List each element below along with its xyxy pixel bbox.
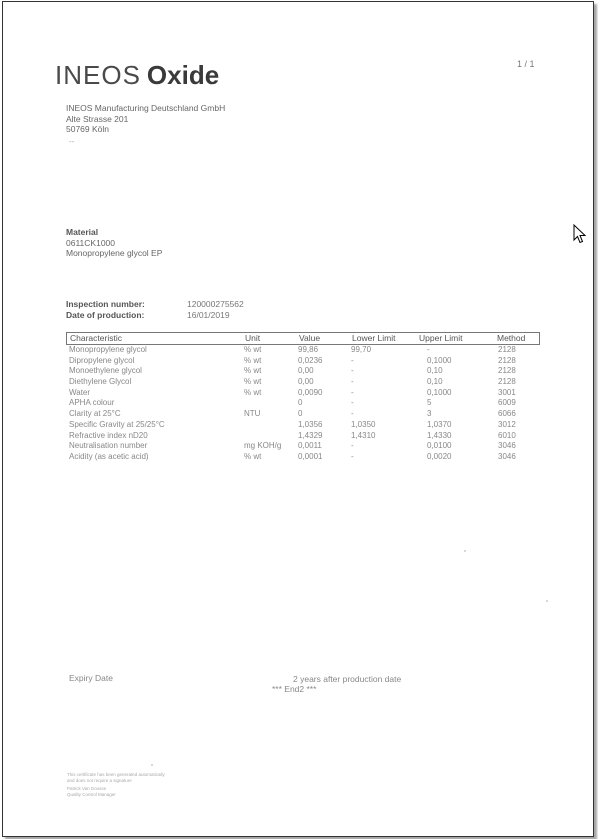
material-name: Monopropylene glycol EP: [66, 248, 163, 258]
production-date: 16/01/2019: [187, 310, 230, 320]
address-line: INEOS Manufacturing Deutschland GmbH: [66, 103, 226, 113]
header-unit: Unit: [245, 333, 261, 343]
cell-value: 1,0356: [298, 419, 323, 429]
cell-characteristic: Neutralisation number: [69, 441, 148, 451]
footer-line: Quality Control Manager: [67, 791, 116, 797]
material-code: 0611CK1000: [66, 237, 115, 248]
cell-unit: % wt: [244, 355, 262, 365]
address-line: Alte Strasse 201: [66, 113, 129, 124]
production-date-label: Date of production:: [66, 310, 145, 320]
table-row: [66, 409, 540, 420]
cell-lower-limit: -: [351, 377, 354, 387]
table-row: [66, 452, 540, 463]
cell-unit: NTU: [244, 409, 261, 419]
company-address: [66, 103, 225, 135]
cell-lower-limit: -: [351, 409, 354, 419]
cell-characteristic: Monopropylene glycol: [69, 345, 147, 354]
address-line: 50769 Köln: [66, 124, 110, 134]
cell-method: 6010: [498, 430, 516, 440]
header-characteristic: Characteristic: [70, 333, 122, 343]
scan-speck: [464, 550, 466, 552]
cell-method: 3046: [498, 441, 516, 451]
table-row: [66, 398, 540, 409]
cell-upper-limit: -: [427, 345, 430, 354]
cell-lower-limit: -: [351, 366, 354, 376]
cell-lower-limit: 1,0350: [351, 419, 376, 429]
company-logo: [55, 60, 219, 91]
cell-lower-limit: 1,4310: [351, 430, 376, 440]
cell-lower-limit: -: [351, 355, 354, 365]
cell-value: 0,0236: [298, 355, 323, 365]
cell-value: 0: [298, 398, 303, 408]
cell-value: 1,4329: [298, 430, 323, 440]
table-row: [66, 356, 540, 367]
cell-upper-limit: 0,10: [427, 366, 443, 376]
cell-method: 2128: [498, 366, 516, 376]
cell-unit: % wt: [244, 377, 262, 387]
cell-method: 2128: [498, 345, 516, 354]
cell-characteristic: Acidity (as acetic acid): [69, 451, 149, 461]
table-row: [66, 431, 540, 442]
table-row: [66, 388, 540, 399]
table-row: [66, 377, 540, 388]
cell-characteristic: Refractive index nD20: [69, 430, 148, 440]
header-upper-limit: Upper Limit: [419, 333, 463, 343]
cell-characteristic: Specific Gravity at 25/25°C: [69, 419, 165, 429]
expiry-value: 2 years after production date: [293, 674, 402, 684]
inspection-number: 120000275562: [187, 299, 244, 309]
characteristics-table: [66, 332, 540, 463]
cell-lower-limit: -: [351, 451, 354, 461]
certificate-page: [2, 1, 594, 837]
cell-unit: % wt: [244, 345, 262, 354]
footer-line: Patrick Van Dousse: [67, 786, 107, 791]
cell-method: 2128: [498, 377, 516, 387]
expiry-label: Expiry Date: [69, 673, 113, 683]
scan-speck: [546, 600, 548, 602]
cell-characteristic: Diethylene Glycol: [69, 377, 132, 387]
cell-lower-limit: -: [351, 398, 354, 408]
scan-speck: [151, 764, 153, 766]
cell-value: 0,0011: [298, 441, 322, 451]
cell-upper-limit: 0,10: [427, 377, 443, 387]
cell-characteristic: APHA colour: [69, 398, 115, 408]
header-value: Value: [299, 333, 321, 343]
cell-upper-limit: 1,4330: [427, 430, 452, 440]
cell-method: 3012: [498, 419, 516, 429]
cell-upper-limit: 1,0370: [427, 419, 452, 429]
cell-value: 0,0090: [298, 387, 323, 397]
logo-sub: Oxide: [146, 60, 220, 90]
cell-method: 6009: [498, 398, 516, 408]
table-header: [66, 332, 540, 345]
table-row: [66, 345, 540, 356]
table-row: [66, 366, 540, 377]
footer-note: [67, 772, 165, 797]
logo-brand: INEOS: [55, 60, 141, 90]
cell-unit: % wt: [244, 451, 262, 461]
table-body: [66, 345, 540, 463]
cell-lower-limit: 99,70: [351, 345, 372, 354]
address-extra: --: [69, 137, 75, 146]
material-label: Material: [66, 227, 99, 237]
cell-unit: mg KOH/g: [244, 441, 282, 451]
footer-line: This certificate has been generated automatically: [67, 772, 165, 777]
cell-value: 0,0001: [298, 451, 323, 461]
cell-lower-limit: -: [351, 441, 354, 451]
cell-value: 0,00: [298, 377, 314, 387]
inspection-block: [66, 299, 244, 321]
cell-upper-limit: 3: [427, 409, 432, 419]
cell-method: 3046: [498, 451, 516, 461]
cell-upper-limit: 0,1000: [427, 387, 452, 397]
cell-lower-limit: -: [351, 387, 354, 397]
header-lower-limit: Lower Limit: [352, 333, 396, 343]
page-number: 1 / 1: [517, 59, 535, 69]
cell-upper-limit: 0,0100: [427, 441, 452, 451]
cell-value: 0,00: [298, 366, 314, 376]
cell-value: 99,86: [298, 345, 319, 354]
cell-value: 0: [298, 409, 303, 419]
header-method: Method: [497, 333, 526, 343]
inspection-number-label: Inspection number:: [66, 299, 145, 309]
cell-unit: % wt: [244, 387, 262, 397]
table-row: [66, 441, 540, 452]
cell-method: 2128: [498, 355, 516, 365]
cell-method: 6066: [498, 409, 516, 419]
cell-characteristic: Water: [69, 387, 91, 397]
mouse-cursor-icon: [573, 224, 587, 244]
cell-unit: % wt: [244, 366, 262, 376]
table-row: [66, 420, 540, 431]
cell-characteristic: Dipropylene glycol: [69, 355, 135, 365]
cell-upper-limit: 5: [427, 398, 432, 408]
cell-characteristic: Clarity at 25°C: [69, 409, 121, 419]
cell-upper-limit: 0,1000: [427, 355, 452, 365]
material-block: [66, 227, 162, 259]
cell-method: 3001: [498, 387, 516, 397]
end-marker: *** End2 ***: [272, 684, 317, 694]
cell-characteristic: Monoethylene glycol: [69, 366, 142, 376]
footer-line: and does not require a signature: [67, 777, 132, 783]
cell-upper-limit: 0,0020: [427, 451, 452, 461]
